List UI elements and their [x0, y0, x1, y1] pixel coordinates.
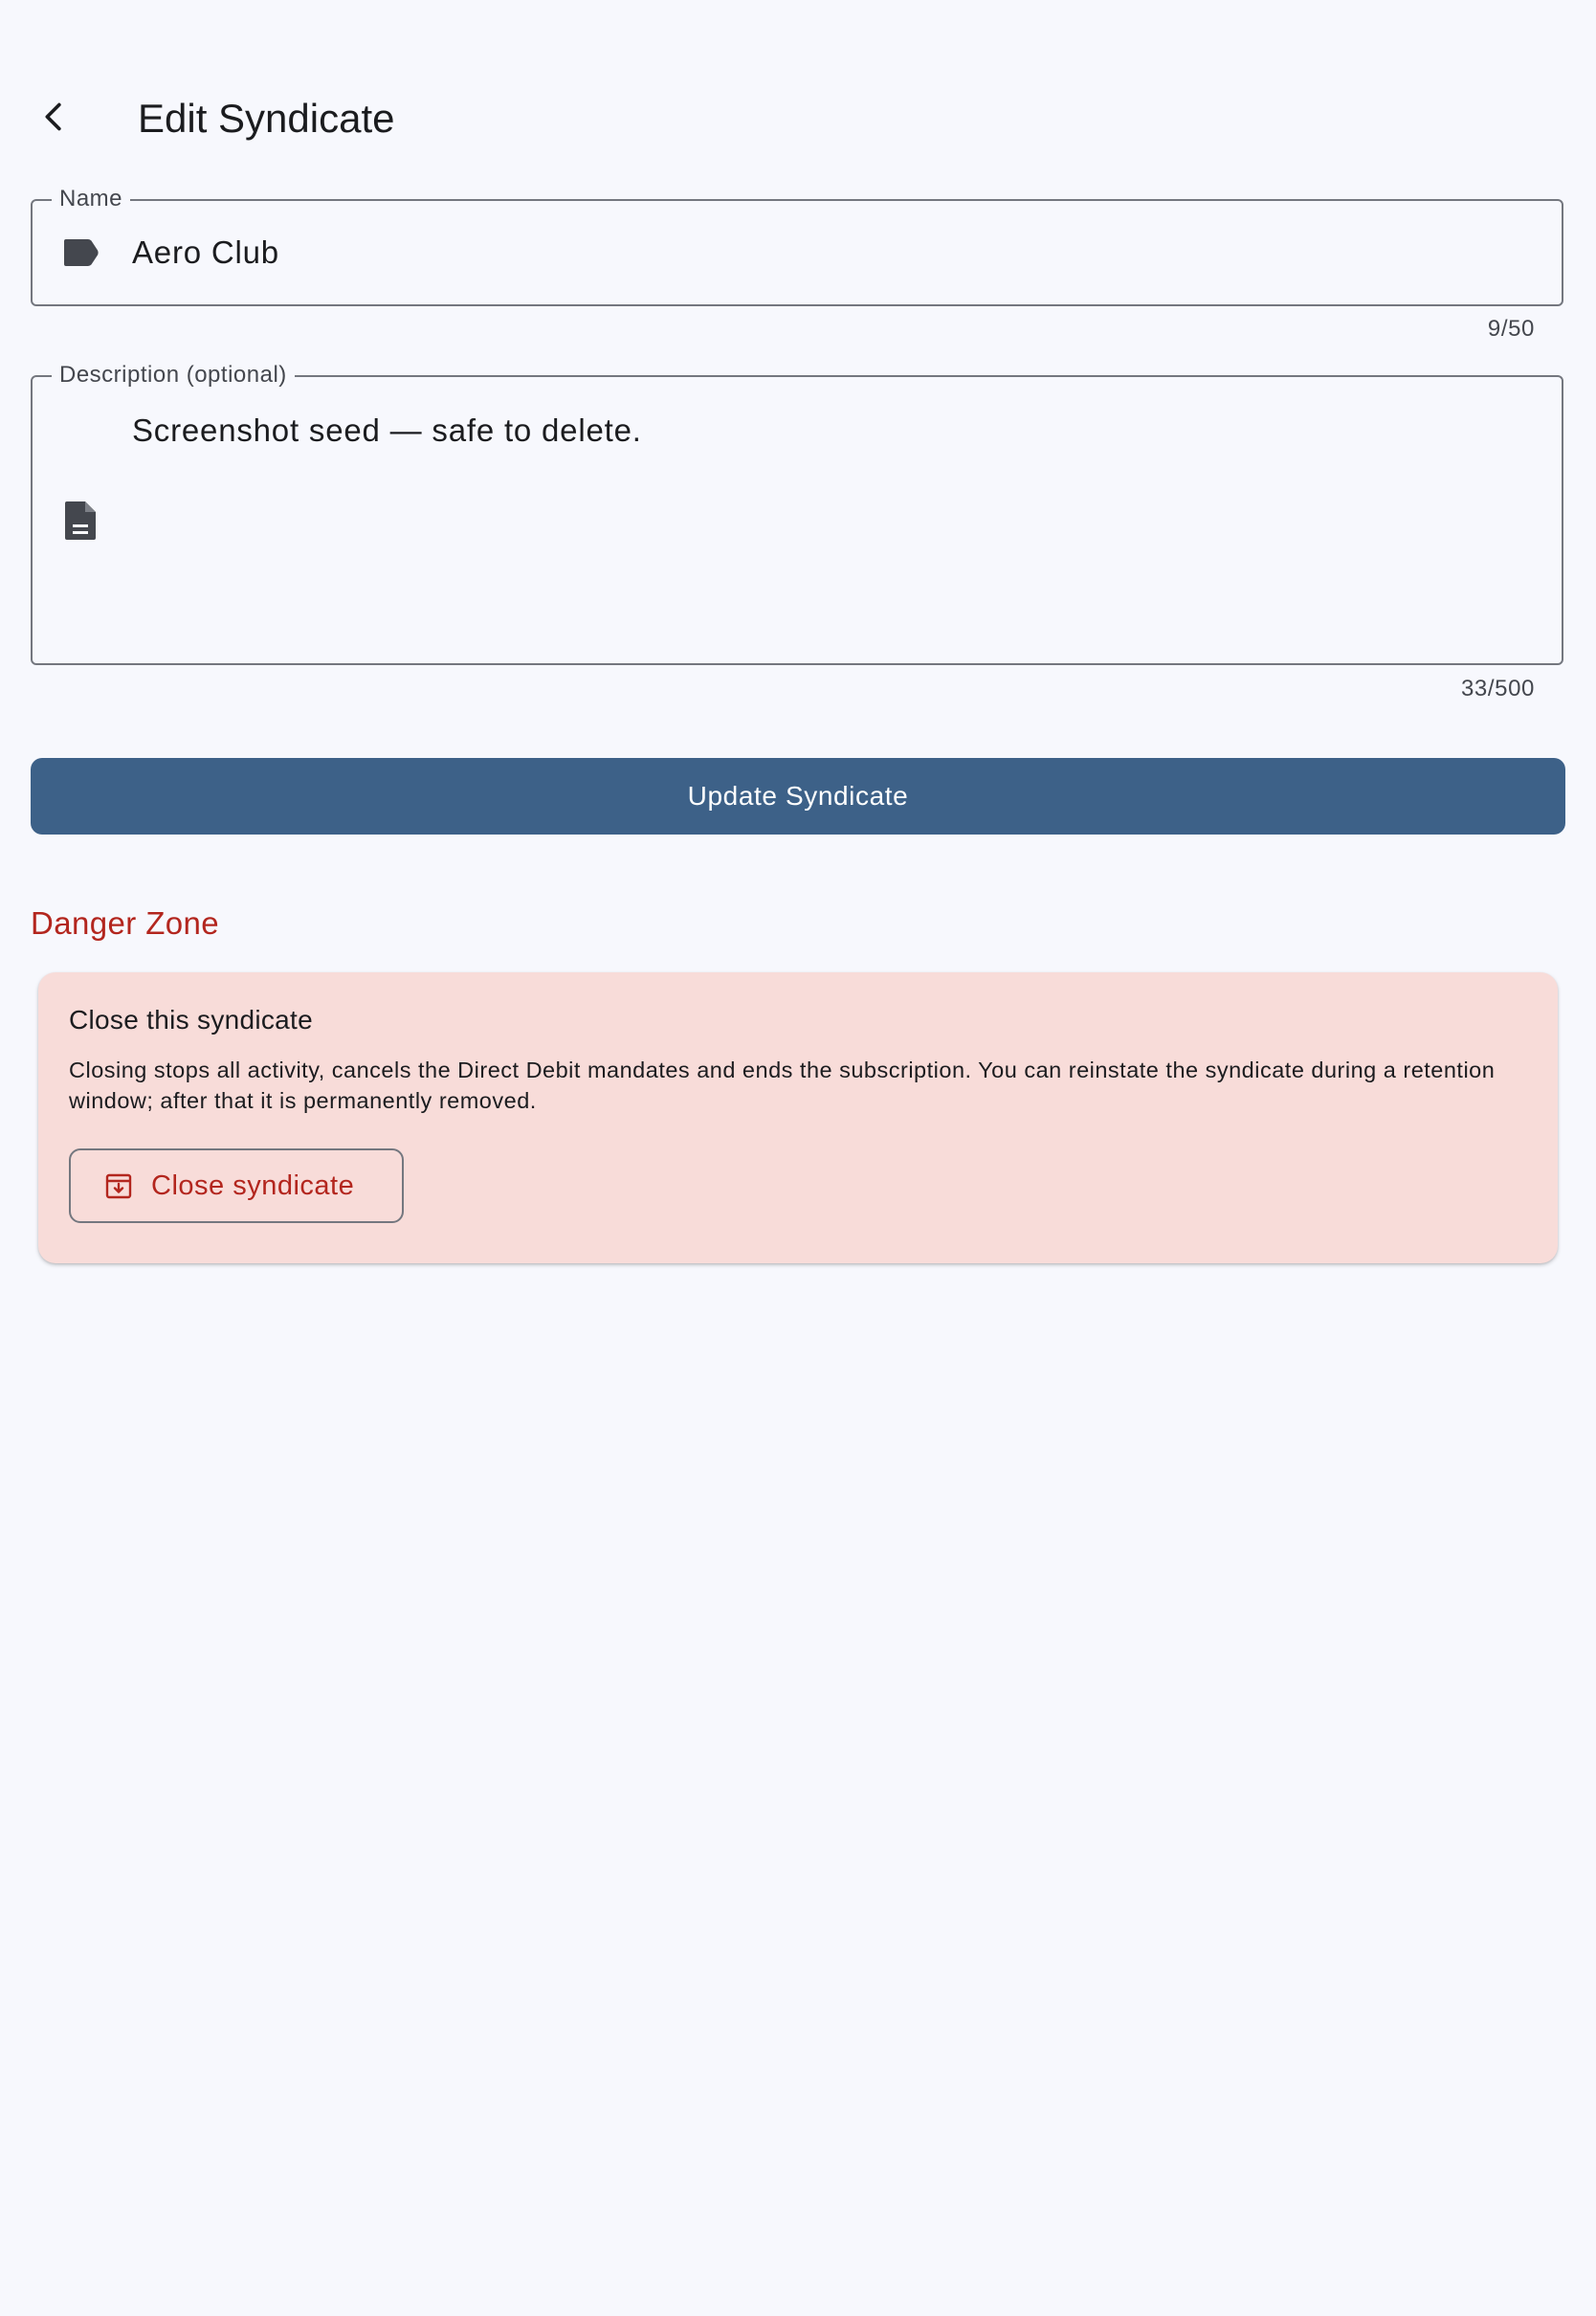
description-field-label: Description (optional) — [52, 364, 295, 387]
back-button[interactable] — [19, 84, 88, 153]
name-char-counter: 9/50 — [1487, 316, 1535, 342]
app-bar — [0, 54, 1596, 176]
update-syndicate-button[interactable]: Update Syndicate — [31, 758, 1565, 835]
close-syndicate-label: Close syndicate — [151, 1169, 355, 1201]
danger-zone-heading: Danger Zone — [31, 905, 220, 941]
name-input[interactable]: Aero Club — [132, 234, 279, 270]
name-field[interactable] — [31, 186, 1563, 306]
description-field[interactable] — [31, 362, 1563, 665]
danger-zone-card — [38, 972, 1558, 1263]
close-syndicate-button[interactable] — [69, 1148, 404, 1223]
page-title: Edit Syndicate — [138, 96, 395, 141]
label-tag-icon — [59, 232, 101, 274]
close-syndicate-title: Close this syndicate — [69, 1005, 314, 1035]
arrow-back-icon — [34, 98, 73, 141]
archive-icon — [103, 1170, 134, 1201]
description-char-counter: 33/500 — [1460, 676, 1535, 701]
description-input[interactable]: Screenshot seed — safe to delete. — [132, 412, 642, 448]
name-field-label: Name — [52, 188, 130, 211]
close-syndicate-description: Closing stops all activity, cancels the Direct Debit mandates and ends the subscription. You can reinstate the syndicate during a retention window; after that it is permanently removed. — [69, 1058, 1496, 1113]
document-icon — [59, 500, 101, 542]
